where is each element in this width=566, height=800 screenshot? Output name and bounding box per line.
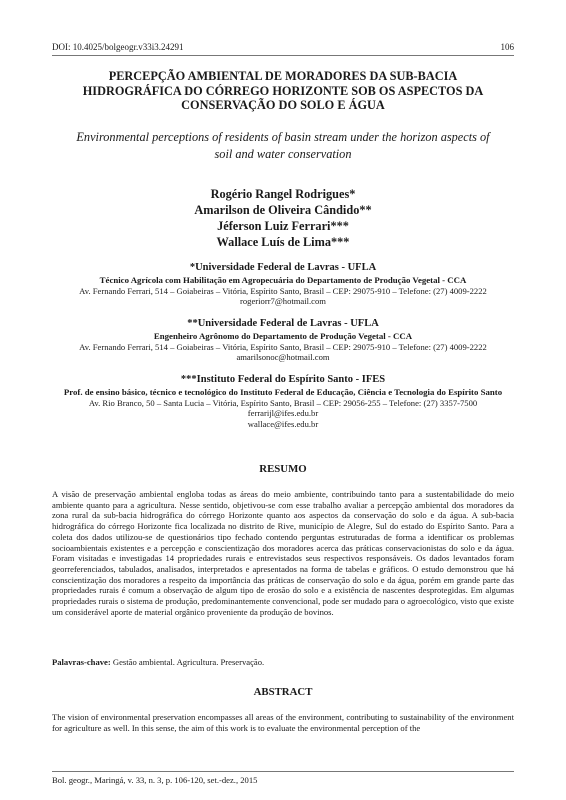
title-line: PERCEPÇÃO AMBIENTAL DE MORADORES DA SUB-BACIA — [108, 69, 458, 83]
author-list — [52, 186, 514, 250]
author-name: Rogério Rangel Rodrigues* — [210, 187, 356, 201]
abstract-text: The vision of environmental preservation encompasses all areas of the environment, contributing to sustainability of the environment for agriculture as well. In this sense, the aim of this work is to evaluate the environmental perception of the — [52, 712, 514, 733]
keywords-label: Palavras-chave: — [52, 657, 111, 667]
author-email: rogeriorr7@hotmail.com — [240, 296, 326, 306]
abstract-heading: ABSTRACT — [253, 686, 313, 698]
institution-name: **Universidade Federal de Lavras - UFLA — [187, 318, 379, 329]
resumo-heading: RESUMO — [259, 463, 307, 475]
journal-citation: Bol. geogr., Maringá, v. 33, n. 3, p. 106-120, set.-dez., 2015 — [52, 775, 258, 785]
author-name: Jéferson Luiz Ferrari*** — [217, 219, 349, 233]
author-email: amarilsonoc@hotmail.com — [236, 352, 330, 362]
keywords-text: Gestão ambiental. Agricultura. Preservação. — [112, 657, 265, 667]
affiliation-block — [52, 374, 514, 429]
page-number: 106 — [500, 42, 514, 52]
author-position: Engenheiro Agrônomo do Departamento de Produção Vegetal - CCA — [153, 331, 413, 341]
english-title-line: Environmental perceptions of residents of basin stream under the horizon aspects of — [76, 130, 490, 144]
footer-rule — [52, 771, 514, 772]
title-line: HIDROGRÁFICA DO CÓRREGO HORIZONTE SOB OS ASPECTOS DA — [82, 83, 484, 98]
keywords — [52, 657, 264, 667]
author-email: wallace@ifes.edu.br — [247, 418, 319, 429]
institution-name: *Universidade Federal de Lavras - UFLA — [189, 262, 377, 273]
english-title — [52, 129, 514, 163]
institution-address: Av. Fernando Ferrari, 514 – Goiabeiras – Vitória, Espírito Santo, Brasil – CEP: 29075-910 – Telefone: (27) 4009-2222 — [79, 341, 487, 352]
affiliation-block — [52, 318, 514, 363]
author-email: ferrarijl@ifes.edu.br — [247, 408, 319, 418]
header-rule — [52, 55, 514, 56]
resumo-text: A visão de preservação ambiental engloba todas as áreas do meio ambiente, contribuindo tanto para a sustentabilidade do meio ambiente quanto para a agricultura. Nesse sentido, objetivou-se com esse trabalho avaliar a percepção ambiental dos moradores da zona rural da sub-bacia hidrográfica do córrego Horizonte quanto aos aspectos da conservação do solo e da água. A sub-bacia hidrográfica do córrego Horizonte fica localizada no distrito de Rive, município de Alegre, Sul do estado do Espírito Santo. Para a coleta dos dados utilizou-se de questionários tipo fechado contendo perguntas estruturadas de forma a identificar os problemas socioambientais existentes e a percepção e conscientização dos moradores acerca das práticas conservacionistas do solo e da água. Foram visitadas e investigadas 14 propriedades rurais e entrevistados seus respectivos responsáveis. Os dados levantados foram georreferenciados, tabulados, analisados, interpretados e apresentados na forma de tabelas e gráficos. O estudo demonstrou que há conscientização dos moradores a respeito da importância das práticas de conservação do solo e da água, porém em grande parte das propriedades rurais é comum a observação de algum tipo de erosão do solo e a existência de nascentes desprotegidas. Em algumas propriedades rurais o sistema de produção, predominantemente convencional, pode ser mudado para o agroecológico, visto que existe um considerável aporte de material orgânico proveniente da produção de bovinos. — [52, 489, 514, 617]
title-line: CONSERVAÇÃO DO SOLO E ÁGUA — [181, 98, 385, 112]
english-title-line: soil and water conservation — [214, 147, 352, 161]
author-position: Prof. de ensino básico, técnico e tecnológico do Instituto Federal de Educação, Ciência e Tecnologia do Espírito Santo — [63, 387, 503, 397]
paper-title — [52, 69, 514, 113]
institution-address: Av. Rio Branco, 50 – Santa Lucia – Vitória, Espírito Santo, Brasil – CEP: 29056-255 – Telefone: (27) 3357-7500 — [88, 397, 478, 408]
author-name: Amarilson de Oliveira Cândido** — [194, 203, 372, 217]
author-position: Técnico Agrícola com Habilitação em Agropecuária do Departamento de Produção Vegetal - CCA — [99, 275, 467, 285]
affiliation-block — [52, 262, 514, 307]
doi-text: DOI: 10.4025/bolgeogr.v33i3.24291 — [52, 42, 184, 52]
institution-address: Av. Fernando Ferrari, 514 – Goiabeiras – Vitória, Espírito Santo, Brasil – CEP: 29075-910 – Telefone: (27) 4009-2222 — [79, 285, 487, 296]
author-name: Wallace Luís de Lima*** — [216, 235, 350, 249]
institution-name: ***Instituto Federal do Espírito Santo - IFES — [180, 374, 386, 385]
